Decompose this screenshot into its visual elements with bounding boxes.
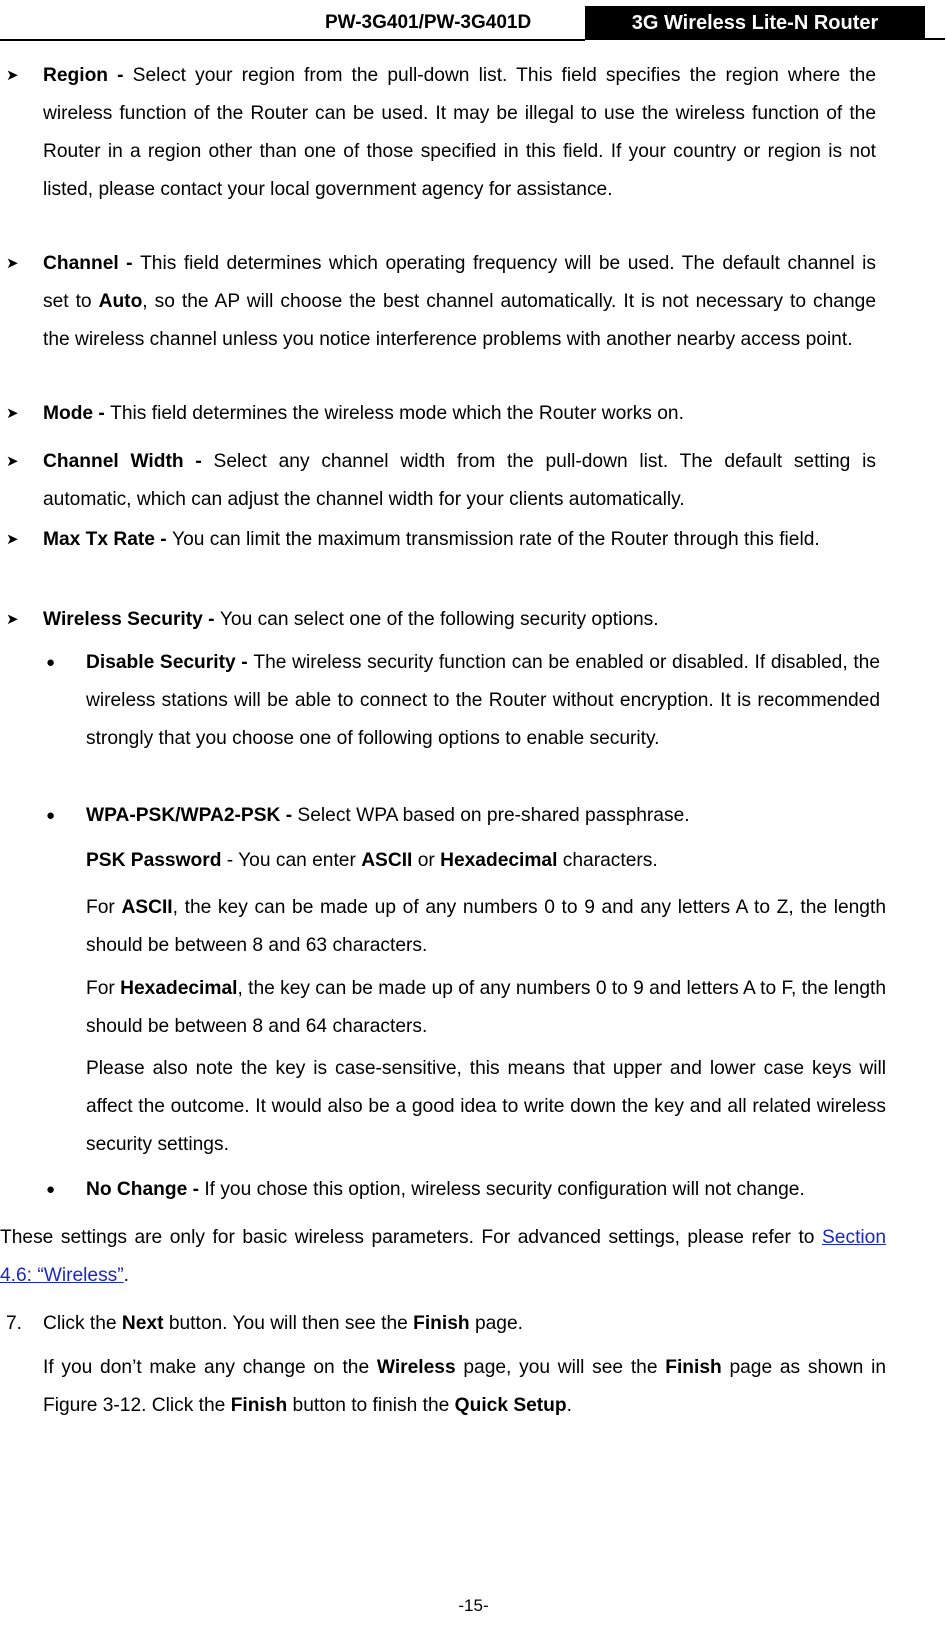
note-text: page as shown in Figure 3-12. Click the: [43, 1357, 886, 1416]
dot-bullet-icon: ●: [46, 807, 56, 824]
summary-end: .: [123, 1265, 130, 1286]
psk-ascii: ASCII: [361, 850, 413, 871]
bullet-label: Wireless Security -: [43, 609, 220, 630]
hex-for: For: [86, 978, 121, 999]
step-text: button. You will then see the: [163, 1313, 414, 1334]
hex-text: , the key can be made up of any numbers 0 to 9 and letters A to F, the length should be between 8 and 64 characters.: [86, 978, 886, 1037]
note-text: page, you will see the: [455, 1357, 666, 1378]
bullet-text: You can select one of the following security options.: [219, 609, 659, 630]
psk-text-end: characters.: [557, 850, 658, 871]
bullet-text: You can limit the maximum transmission rate of the Router through this field.: [172, 529, 820, 550]
note-text: If you don’t make any change on the: [43, 1357, 377, 1378]
note-text: .: [566, 1395, 572, 1416]
case-sensitive-note: Please also note the key is case-sensitive, this means that upper and lower case keys will affect the outcome. It would also be a good idea to write down the key and all related wireless security settings.: [86, 1058, 886, 1155]
bullet-mode: [43, 395, 876, 433]
hex-note: [86, 970, 886, 1046]
psk-label: PSK Password: [86, 850, 222, 871]
option-text: Select WPA based on pre-shared passphrase.: [297, 805, 690, 826]
note-finish: Finish: [665, 1357, 722, 1378]
arrow-bullet-icon: ➤: [6, 405, 19, 422]
hex-bold: Hexadecimal: [120, 978, 238, 999]
bullet-label: Max Tx Rate -: [43, 529, 173, 550]
psk-password-line: [86, 842, 886, 880]
dot-bullet-icon: ●: [46, 1181, 56, 1198]
step-next: Next: [121, 1313, 164, 1334]
step-text: page.: [469, 1313, 523, 1334]
bullet-wireless-security: [43, 601, 876, 639]
note-wireless: Wireless: [376, 1357, 456, 1378]
page-number: -15-: [458, 1596, 489, 1615]
bullet-max-tx-rate: [43, 521, 876, 559]
option-label: Disable Security -: [86, 652, 254, 673]
dot-bullet-icon: ●: [46, 654, 56, 671]
option-disable-security: [86, 644, 880, 758]
bullet-label: Channel -: [43, 253, 141, 274]
bullet-text: Select your region from the pull-down list. This field specifies the region where the wireless function of the Router can be used. It may be illegal to use the wireless function of the Router in a region other than one of those specified in this field. If your country or region is not listed, please contact your local government agency for assistance.: [43, 65, 876, 200]
summary-paragraph: [0, 1219, 886, 1295]
step-finish: Finish: [413, 1313, 470, 1334]
header-rule-end: [925, 38, 945, 40]
header-product: 3G Wireless Lite-N Router: [585, 6, 925, 40]
arrow-bullet-icon: ➤: [6, 67, 19, 84]
arrow-bullet-icon: ➤: [6, 453, 19, 470]
ascii-for: For: [86, 897, 122, 918]
arrow-bullet-icon: ➤: [6, 611, 19, 628]
option-label: WPA-PSK/WPA2-PSK -: [86, 805, 298, 826]
ascii-bold: ASCII: [121, 897, 173, 918]
psk-or: or: [412, 850, 441, 871]
summary-text: These settings are only for basic wireless parameters. For advanced settings, please refer to: [0, 1227, 822, 1248]
section-wireless-link[interactable]: Section 4.6: “Wireless”: [0, 1227, 886, 1286]
psk-text: - You can enter: [221, 850, 362, 871]
option-wpa-psk: [86, 797, 880, 835]
bullet-text: This field determines which operating frequency will be used. The default channel is set to: [43, 253, 877, 312]
bullet-channel-width: [43, 443, 876, 519]
option-no-change: [86, 1171, 886, 1209]
step-text: Click the: [43, 1313, 122, 1334]
ascii-note: [86, 889, 886, 965]
bullet-bold: Auto: [98, 291, 143, 312]
arrow-bullet-icon: ➤: [6, 531, 19, 548]
header-model: PW-3G401/PW-3G401D: [325, 12, 532, 33]
page-header: [0, 0, 947, 42]
bullet-label: Region -: [43, 65, 133, 86]
bullet-text: This field determines the wireless mode which the Router works on.: [110, 403, 684, 424]
header-rule: [0, 39, 585, 41]
note-text: button to finish the: [287, 1395, 455, 1416]
bullet-label: Channel Width -: [43, 451, 214, 472]
bullet-text: Select any channel width from the pull-down list. The default setting is automatic, which can adjust the channel width for your clients automatically.: [43, 451, 876, 510]
ascii-text: , the key can be made up of any numbers 0 to 9 and any letters A to Z, the length should be between 8 and 63 characters.: [86, 897, 886, 956]
bullet-region: [43, 57, 876, 209]
step-7-note: [43, 1349, 886, 1425]
psk-hex: Hexadecimal: [440, 850, 558, 871]
step-7: [43, 1305, 886, 1343]
bullet-text: , so the AP will choose the best channel automatically. It is not necessary to change the wireless channel unless you notice interference problems with another nearby access point.: [43, 291, 876, 350]
arrow-bullet-icon: ➤: [6, 255, 19, 272]
note-quick-setup: Quick Setup: [454, 1395, 567, 1416]
note-finish-2: Finish: [230, 1395, 288, 1416]
step-number: 7.: [6, 1313, 23, 1334]
bullet-label: Mode -: [43, 403, 111, 424]
option-text: If you chose this option, wireless security configuration will not change.: [204, 1179, 805, 1200]
bullet-channel: [43, 245, 876, 359]
option-text: The wireless security function can be enabled or disabled. If disabled, the wireless stations will be able to connect to the Router without encryption. It is recommended strongly that you choose one of following options to enable security.: [86, 652, 880, 749]
option-label: No Change -: [86, 1179, 205, 1200]
